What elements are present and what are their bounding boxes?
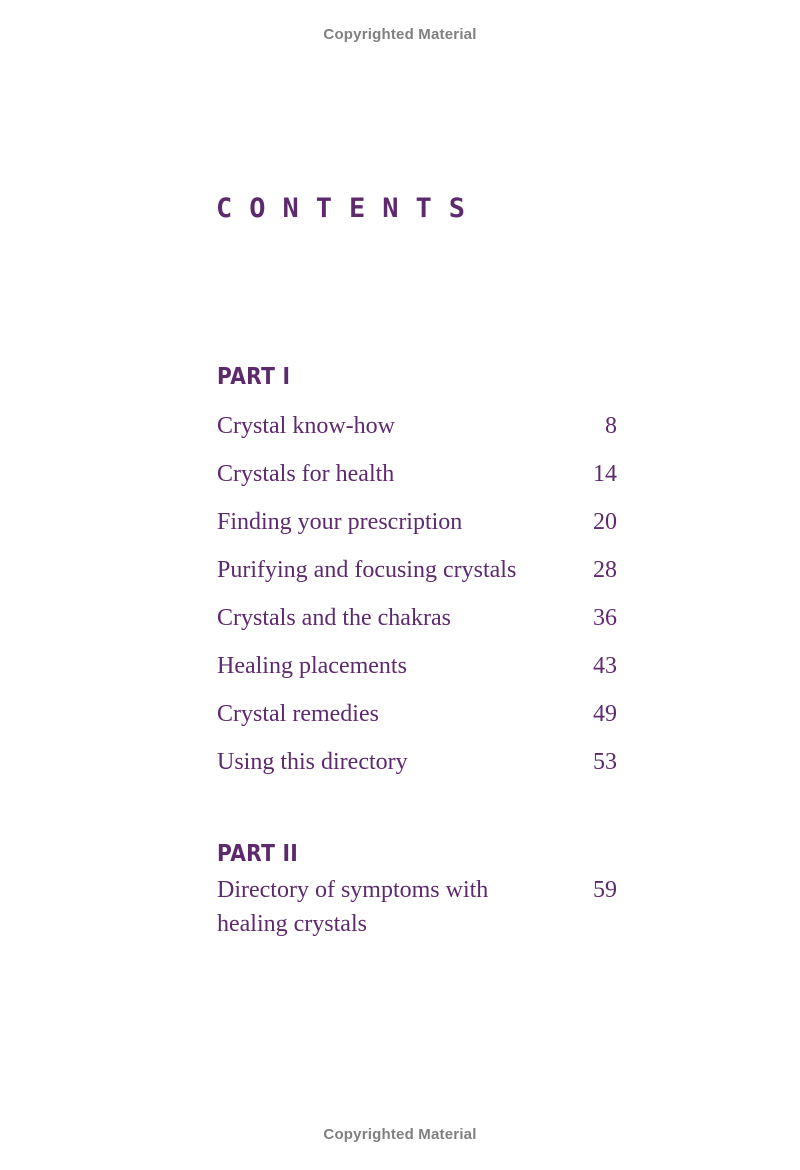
toc-entry-page: 53 (593, 749, 617, 775)
toc-entry-title: Directory of symptoms with healing crystals (217, 877, 489, 937)
part-i-heading: PART I (217, 364, 291, 390)
toc-entry-page: 43 (593, 653, 617, 679)
toc-entry-page: 14 (593, 461, 617, 487)
toc-entry-title: Crystal know-how (217, 413, 395, 439)
toc-entry-page: 8 (605, 413, 617, 439)
toc-entry-page: 28 (593, 557, 617, 583)
toc-entry-title: Using this directory (217, 749, 408, 775)
toc-entry-page: 49 (593, 701, 617, 727)
contents-title: CONTENTS (216, 193, 483, 224)
toc-entry-page: 36 (593, 605, 617, 631)
toc-entry-title: Crystal remedies (217, 701, 379, 727)
toc-entry-title: Crystals for health (217, 461, 395, 487)
part-ii-heading: PART II (217, 841, 299, 867)
toc-entry-title: Crystals and the chakras (217, 605, 451, 631)
toc-entry-page: 59 (593, 877, 617, 903)
copyright-watermark-bottom: Copyrighted Material (323, 1126, 477, 1143)
toc-entry-title: Purifying and focusing crystals (217, 557, 517, 583)
toc-entry-page: 20 (593, 509, 617, 535)
toc-entry-title: Healing placements (217, 653, 407, 679)
toc-entry-title: Finding your prescription (217, 509, 463, 535)
copyright-watermark-top: Copyrighted Material (323, 26, 477, 43)
